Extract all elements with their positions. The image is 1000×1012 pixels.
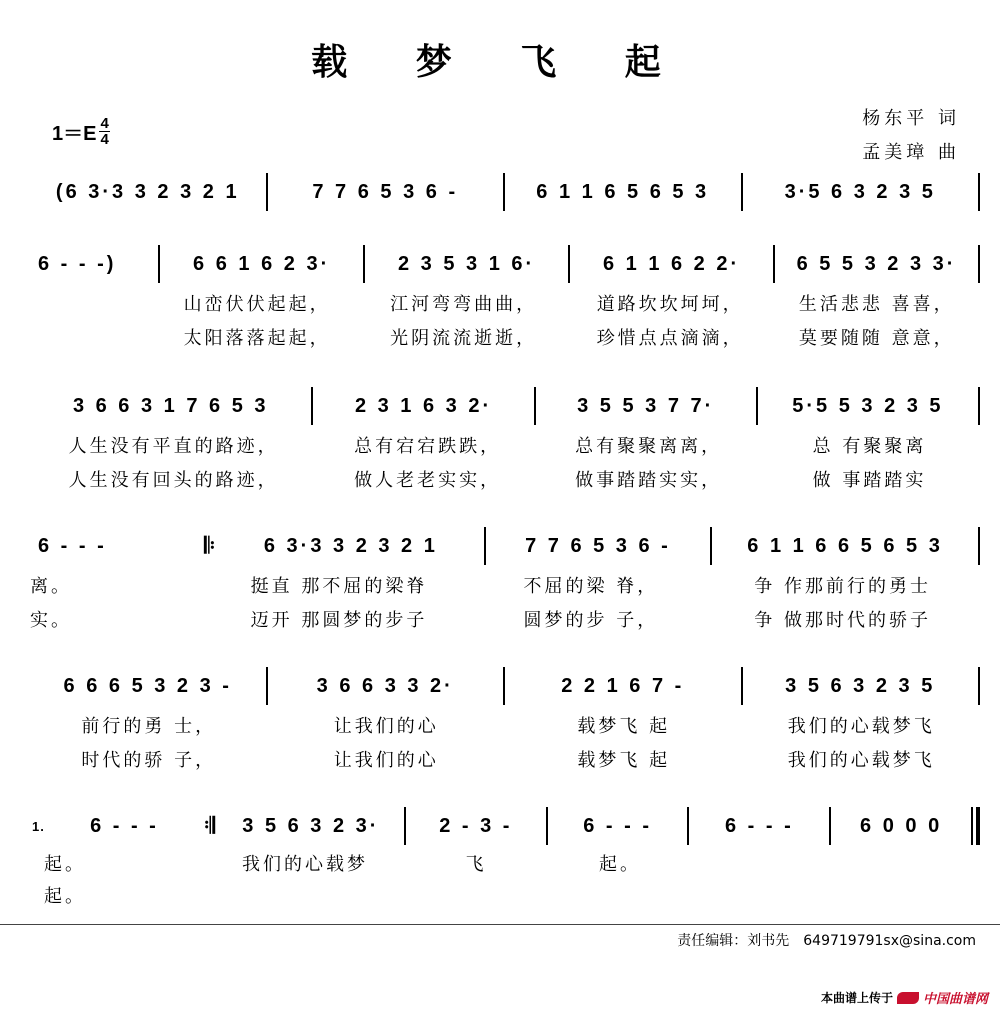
lyric-cell: 圆梦的步 子， [523,610,659,631]
lyricist-credit: 杨东平 词 [862,108,960,129]
bar-line [978,527,980,565]
measure: 6 5 5 3 2 3 3· [796,252,957,275]
measure: 6 6 1 6 2 3· [193,252,331,275]
lyric-cell: 江河弯弯曲曲， [390,294,538,315]
lyric-cell: 做 事踏踏实 [812,470,927,491]
site-name[interactable]: 中国曲谱网 [922,992,988,1007]
lyric-cell: 让我们的心 [333,716,439,737]
lyrics-verse-1 [30,290,980,316]
lyric-cell: 道路坎坎坷坷， [596,294,744,315]
lyric-cell [692,882,836,908]
lyric-cell: 我们的心载梦飞 [787,750,935,771]
lyric-cell: 生活悲悲 喜喜， [798,294,955,315]
lyric-cell: 山峦伏伏起起， [183,294,331,315]
repeat-start-sign: 𝄆 [204,533,216,558]
lyric-cell: 载梦飞 起 [577,750,671,771]
volta-bracket: 1. [32,818,45,834]
lyric-cell: 做事踏踏实实， [575,470,723,491]
bar-line [978,245,980,283]
lyric-cell: 不屈的梁 脊， [523,576,659,597]
measure: 2 - 3 - [439,814,513,837]
lyric-cell: 总有聚聚离离， [575,436,723,457]
lyric-cell: 争 做那时代的骄子 [754,610,932,631]
measure: 3 6 6 3 3 2· [316,674,454,697]
measure: 2 3 5 3 1 6· [398,252,536,275]
lyric-cell: 实。 [30,610,72,631]
lyric-cell: 我们的心载梦 [242,854,368,875]
final-bar-line [976,807,980,845]
time-signature-bottom: 4 [100,131,109,148]
lyrics-verse-2 [30,606,980,632]
bar-line [978,667,980,705]
measure: 3 6 6 3 1 7 6 5 3 [72,394,269,417]
lyric-cell: 迈开 那圆梦的步子 [250,610,428,631]
lyric-cell [206,882,404,908]
lyric-cell: 起。 [44,886,86,907]
lyric-cell: 挺直 那不屈的梁脊 [250,576,428,597]
lyric-cell: 总有宕宕跌跌， [354,436,502,457]
measure: 6 6 6 5 3 2 3 - [63,674,232,697]
measure: 6 - - - [724,814,794,837]
lyric-cell: 莫要随随 意意， [798,328,955,349]
site-logo-icon [897,992,919,1004]
lyric-cell [548,882,692,908]
measure: 3 5 5 3 7 7· [577,394,715,417]
lyric-cell: 总 有聚聚离 [812,436,927,457]
measure: 6 - - - [583,814,652,837]
bar-line [978,173,980,211]
lyric-cell [836,850,980,876]
time-signature-top: 4 [100,115,109,132]
composer-credit: 孟美璋 曲 [862,142,960,163]
lyric-cell [30,324,154,350]
measure: 6 - - - [38,534,107,557]
notes-row [30,172,980,212]
measure: 2 2 1 6 7 - [561,674,685,697]
lyric-cell: 起。 [599,854,641,875]
lyrics-verse-1 [30,712,980,738]
key-time-signature [52,116,110,147]
lyric-cell [692,850,836,876]
lyric-cell: 载梦飞 起 [577,716,671,737]
measure: 5·5 5 3 2 3 5 [792,394,944,417]
measure: 6 1 1 6 2 2· [602,252,741,275]
measure: 3 5 6 3 2 3· [242,814,380,837]
measure: 7 7 6 5 3 6 - [312,180,459,203]
notes-row [30,806,980,846]
lyrics-verse-2 [30,324,980,350]
measure: 6 1 1 6 6 5 6 5 3 [747,534,943,557]
lyric-cell: 人生没有平直的路迹， [68,436,279,457]
bar-line [978,387,980,425]
lyrics-verse-1 [30,432,980,458]
lyric-cell: 让我们的心 [333,750,439,771]
bar-line [971,807,973,845]
editor-credit: 责任编辑：刘书先 649719791sx@sina.com [677,933,976,949]
repeat-end-sign: 𝄇 [204,813,216,838]
lyrics-verse-1 [30,850,980,876]
lyric-cell [30,290,154,316]
lyric-cell: 我们的心载梦飞 [787,716,935,737]
lyric-cell: 离。 [30,576,72,597]
upload-text: 本曲谱上传于 [820,991,893,1005]
notes-row [30,244,980,284]
lyric-cell: 前行的勇 士， [81,716,217,737]
measure: 2 3 1 6 3 2· [354,394,493,417]
key-signature: 1＝E [52,123,97,145]
lyrics-verse-2 [30,466,980,492]
lyric-cell [404,882,548,908]
lyric-cell [836,882,980,908]
measure: 6 3·3 3 2 3 2 1 [263,534,438,557]
lyrics-verse-2 [30,882,980,908]
notes-row [30,526,980,566]
measure: 6 1 1 6 5 6 5 3 [536,180,710,203]
lyric-cell: 太阳落落起起， [183,328,331,349]
time-signature [99,116,109,147]
lyric-cell: 人生没有回头的路迹， [68,470,279,491]
lyric-cell: 起。 [44,854,86,875]
measure: 3·5 6 3 2 3 5 [784,180,936,203]
lyric-cell: 时代的骄 子， [81,750,217,771]
notes-row [30,386,980,426]
lyric-cell: 争 作那前行的勇士 [754,576,932,597]
lyrics-verse-1 [30,572,980,598]
lyric-cell: 光阴流流逝逝， [390,328,538,349]
lyric-cell: 做人老老实实， [354,470,502,491]
measure: 6 - - -) [38,252,117,275]
measure: 3 5 6 3 2 3 5 [785,674,936,697]
measure: 6 - - - [90,814,159,837]
measure: 7 7 6 5 3 6 - [525,534,671,557]
lyrics-verse-2 [30,746,980,772]
measure: (6 3·3 3 2 3 2 1 [55,180,240,203]
measure: 6 0 0 0 [860,814,943,837]
lyric-cell: 飞 [465,854,487,875]
notes-row [30,666,980,706]
upload-notice [821,988,988,1007]
footer-divider [0,924,1000,925]
song-title: 载 梦 飞 起 [311,41,689,83]
lyric-cell: 珍惜点点滴滴， [596,328,744,349]
